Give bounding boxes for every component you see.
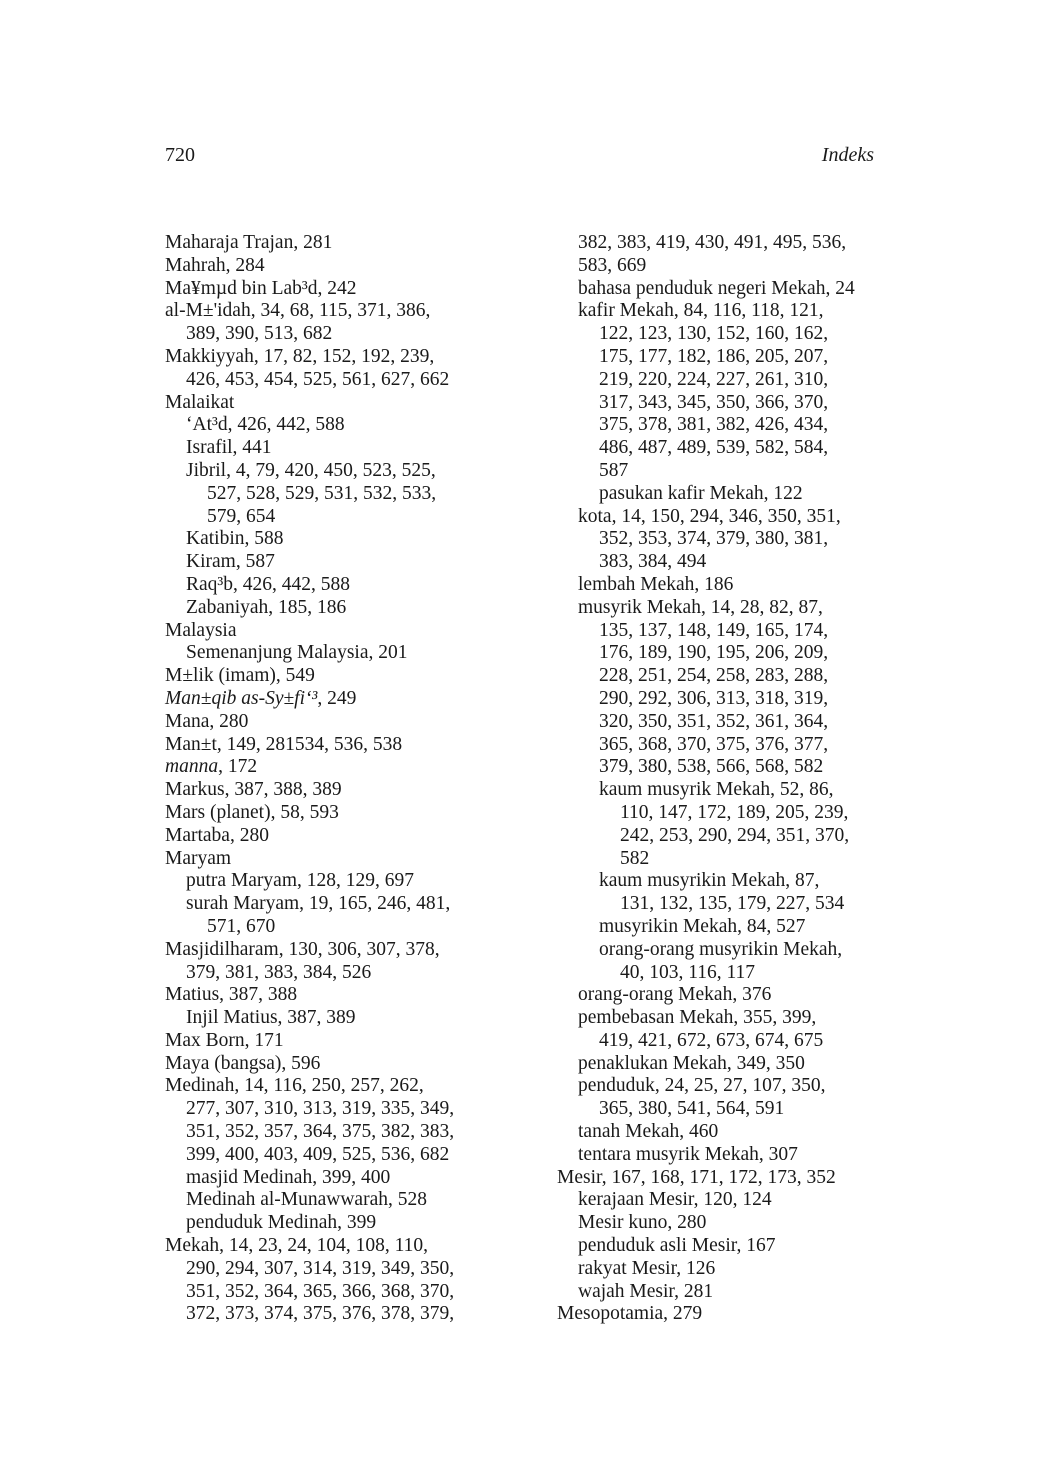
index-entry — [165, 1144, 525, 1167]
index-entry-text: Semenanjung Malaysia, 201 — [186, 642, 408, 664]
index-entry — [165, 392, 525, 415]
index-entry — [557, 1212, 917, 1235]
index-entry — [165, 1212, 525, 1235]
index-entry-text: penaklukan Mekah, 349, 350 — [578, 1052, 805, 1074]
index-entry-text: Jibril, 4, 79, 420, 450, 523, 525, — [186, 459, 436, 481]
index-entry — [557, 779, 917, 802]
index-entry — [165, 1053, 525, 1076]
index-entry-text: Ma¥mµd bin Lab³d, 242 — [165, 277, 357, 299]
index-entry — [165, 300, 525, 323]
index-entry-text: 579, 654 — [207, 505, 276, 527]
index-entry-text: Masjidilharam, 130, 306, 307, 378, — [165, 938, 440, 960]
index-entry — [557, 734, 917, 757]
index-entry-text: Malaysia — [165, 619, 237, 641]
index-entry — [557, 1144, 917, 1167]
index-entry-text: 228, 251, 254, 258, 283, 288, — [599, 665, 829, 687]
index-entry-text: Mesir kuno, 280 — [578, 1212, 707, 1234]
index-entry — [165, 1281, 525, 1304]
index-entry — [557, 1121, 917, 1144]
index-entry-text: Katibin, 588 — [186, 528, 284, 550]
index-entry-text: 583, 669 — [578, 254, 647, 276]
index-entry-text: 351, 352, 357, 364, 375, 382, 383, — [186, 1121, 455, 1143]
index-entry-text: Mahrah, 284 — [165, 254, 265, 276]
index-entry — [165, 825, 525, 848]
index-entry — [557, 574, 917, 597]
index-entry — [165, 848, 525, 871]
index-entry — [557, 825, 917, 848]
index-entry — [165, 665, 525, 688]
index-entry — [165, 278, 525, 301]
index-entry — [557, 414, 917, 437]
index-entry — [557, 323, 917, 346]
index-entry — [165, 1075, 525, 1098]
index-entry-text: Medinah, 14, 116, 250, 257, 262, — [165, 1075, 424, 1097]
index-entry-text: Maya (bangsa), 596 — [165, 1052, 321, 1074]
index-entry-text: Injil Matius, 387, 389 — [186, 1007, 356, 1029]
index-entry-text: manna — [165, 756, 219, 778]
index-entry — [557, 711, 917, 734]
index-entry — [557, 232, 917, 255]
index-entry — [557, 278, 917, 301]
index-entry-text: penduduk Medinah, 399 — [186, 1212, 377, 1234]
index-entry-text: Mesopotamia, 279 — [557, 1303, 703, 1325]
index-entry — [165, 962, 525, 985]
index-entry-text: kerajaan Mesir, 120, 124 — [578, 1189, 772, 1211]
index-entry — [557, 802, 917, 825]
index-entry — [165, 939, 525, 962]
index-entry-text: Mars (planet), 58, 593 — [165, 801, 339, 823]
index-entry-text: Man±qib as-Sy±fi‘³ — [165, 687, 318, 709]
index-entry-text: rakyat Mesir, 126 — [578, 1257, 716, 1279]
index-entry-text: 135, 137, 148, 149, 165, 174, — [599, 619, 829, 641]
index-entry — [165, 1007, 525, 1030]
index-entry — [165, 528, 525, 551]
index-entry — [557, 1258, 917, 1281]
index-entry-text: penduduk asli Mesir, 167 — [578, 1235, 776, 1257]
index-entry — [165, 1121, 525, 1144]
index-entry — [557, 984, 917, 1007]
index-entry-text: Maryam — [165, 847, 232, 869]
index-entry-text: al-M±'idah, 34, 68, 115, 371, 386, — [165, 300, 431, 322]
index-entry — [165, 620, 525, 643]
index-entry-text: 40, 103, 116, 117 — [620, 961, 756, 983]
index-entry — [165, 414, 525, 437]
index-entry-text: 290, 294, 307, 314, 319, 349, 350, — [186, 1257, 455, 1279]
index-entry — [557, 1053, 917, 1076]
index-entry — [165, 460, 525, 483]
index-entry-text: 277, 307, 310, 313, 319, 335, 349, — [186, 1098, 455, 1120]
index-entry-text: lembah Mekah, 186 — [578, 573, 734, 595]
index-entry — [165, 346, 525, 369]
index-entry-text: Raq³b, 426, 442, 588 — [186, 573, 351, 595]
index-entry-text: Israfil, 441 — [186, 437, 272, 459]
index-entry — [557, 483, 917, 506]
index-entry — [557, 437, 917, 460]
index-entry — [557, 1189, 917, 1212]
index-entry-text: Man±t, 149, 281534, 536, 538 — [165, 733, 403, 755]
index-entry-text: 122, 123, 130, 152, 160, 162, — [599, 323, 829, 345]
index-entry — [165, 506, 525, 529]
index-entry — [557, 939, 917, 962]
index-entry — [557, 1167, 917, 1190]
index-entry-text: 527, 528, 529, 531, 532, 533, — [207, 482, 437, 504]
index-entry-text: tentara musyrik Mekah, 307 — [578, 1143, 798, 1165]
index-entry — [557, 962, 917, 985]
index-column-left — [165, 232, 525, 1326]
index-entry-text: wajah Mesir, 281 — [578, 1280, 714, 1302]
index-entry — [557, 916, 917, 939]
index-entry-text: 352, 353, 374, 379, 380, 381, — [599, 528, 829, 550]
index-entry — [557, 1235, 917, 1258]
index-entry-text: 176, 189, 190, 195, 206, 209, — [599, 642, 829, 664]
index-entry — [557, 551, 917, 574]
index-entry-text: 571, 670 — [207, 915, 276, 937]
index-entry — [557, 392, 917, 415]
index-entry-text: 486, 487, 489, 539, 582, 584, — [599, 437, 829, 459]
index-entry-text: Martaba, 280 — [165, 824, 269, 846]
index-entry — [557, 597, 917, 620]
index-entry — [557, 300, 917, 323]
index-entry-text: ‘At³d, 426, 442, 588 — [186, 414, 345, 436]
index-entry — [557, 1303, 917, 1326]
index-entry — [557, 255, 917, 278]
index-column-right — [557, 232, 917, 1326]
index-entry-text: Medinah al-Munawwarah, 528 — [186, 1189, 427, 1211]
index-entry-text: 379, 380, 538, 566, 568, 582 — [599, 756, 824, 778]
index-entry — [165, 369, 525, 392]
index-entry — [165, 323, 525, 346]
index-entry-text: Mekah, 14, 23, 24, 104, 108, 110, — [165, 1235, 429, 1257]
index-entry — [165, 551, 525, 574]
index-entry-text: 242, 253, 290, 294, 351, 370, — [620, 824, 850, 846]
index-entry-text: Maharaja Trajan, 281 — [165, 232, 333, 253]
index-entry-text: 587 — [599, 459, 629, 481]
page-number: 720 — [165, 144, 195, 166]
index-entry — [165, 1030, 525, 1053]
index-entry-text: Zabaniyah, 185, 186 — [186, 596, 347, 618]
index-entry-text: 419, 421, 672, 673, 674, 675 — [599, 1029, 824, 1051]
index-entry — [557, 848, 917, 871]
index-entry-text: bahasa penduduk negeri Mekah, 24 — [578, 277, 855, 299]
index-entry-text: Makkiyyah, 17, 82, 152, 192, 239, — [165, 345, 435, 367]
running-head: Indeks — [821, 144, 874, 166]
index-entry — [165, 756, 525, 779]
index-entry-text: musyrik Mekah, 14, 28, 82, 87, — [578, 596, 823, 618]
index-entry — [557, 1030, 917, 1053]
index-entry-text: 351, 352, 364, 365, 366, 368, 370, — [186, 1280, 455, 1302]
index-entry-text: M±lik (imam), 549 — [165, 665, 315, 687]
index-entry — [557, 369, 917, 392]
index-entry-text: 365, 380, 541, 564, 591 — [599, 1098, 785, 1120]
index-entry — [557, 756, 917, 779]
index-entry — [165, 893, 525, 916]
index-entry-text: 320, 350, 351, 352, 361, 364, — [599, 710, 829, 732]
index-entry — [165, 802, 525, 825]
index-entry — [165, 1258, 525, 1281]
index-entry — [557, 665, 917, 688]
index-entry-text: 389, 390, 513, 682 — [186, 323, 333, 345]
index-entry-text: Max Born, 171 — [165, 1029, 284, 1051]
index-entry — [557, 688, 917, 711]
index-entry-text: Kiram, 587 — [186, 551, 275, 573]
index-entry — [165, 642, 525, 665]
index-entry-text: 426, 453, 454, 525, 561, 627, 662 — [186, 368, 450, 390]
index-entry — [165, 870, 525, 893]
index-entry-text: putra Maryam, 128, 129, 697 — [186, 870, 415, 892]
index-entry — [165, 711, 525, 734]
index-entry-text: kaum musyrikin Mekah, 87, — [599, 870, 820, 892]
index-entry-text: Mesir, 167, 168, 171, 172, 173, 352 — [557, 1166, 836, 1188]
index-entry — [165, 734, 525, 757]
index-entry-text: orang-orang Mekah, 376 — [578, 984, 772, 1006]
index-entry — [557, 870, 917, 893]
index-entry-text: 110, 147, 172, 189, 205, 239, — [620, 801, 849, 823]
index-entry-text: Malaikat — [165, 391, 235, 413]
index-entry — [557, 506, 917, 529]
index-entry — [165, 916, 525, 939]
index-entry — [165, 232, 525, 255]
index-entry-text: kafir Mekah, 84, 116, 118, 121, — [578, 300, 824, 322]
index-entry-text: 175, 177, 182, 186, 205, 207, — [599, 345, 829, 367]
index-entry — [557, 642, 917, 665]
index-entry — [165, 1235, 525, 1258]
index-entry-text: orang-orang musyrikin Mekah, — [599, 938, 843, 960]
index-entry-text: pasukan kafir Mekah, 122 — [599, 482, 803, 504]
index-entry-text: 383, 384, 494 — [599, 551, 707, 573]
index-entry-text: Mana, 280 — [165, 710, 249, 732]
index-entry — [165, 688, 525, 711]
index-entry — [557, 1098, 917, 1121]
index-entry-pages: , 172 — [218, 756, 258, 778]
index-entry-text: 290, 292, 306, 313, 318, 319, — [599, 687, 829, 709]
index-entry-pages: , 249 — [317, 687, 357, 709]
index-entry-text: 382, 383, 419, 430, 491, 495, 536, — [578, 232, 847, 253]
index-entry-text: 372, 373, 374, 375, 376, 378, 379, — [186, 1303, 455, 1325]
index-entry — [557, 1281, 917, 1304]
index-entry — [165, 437, 525, 460]
index-entry — [165, 574, 525, 597]
index-entry — [165, 1098, 525, 1121]
index-entry-text: penduduk, 24, 25, 27, 107, 350, — [578, 1075, 826, 1097]
index-entry-text: musyrikin Mekah, 84, 527 — [599, 915, 806, 937]
index-entry-text: masjid Medinah, 399, 400 — [186, 1166, 391, 1188]
index-entry — [165, 255, 525, 278]
index-entry — [165, 1303, 525, 1326]
index-entry-text: 399, 400, 403, 409, 525, 536, 682 — [186, 1143, 450, 1165]
index-entry-text: 219, 220, 224, 227, 261, 310, — [599, 368, 829, 390]
index-entry — [557, 1075, 917, 1098]
index-entry-text: 131, 132, 135, 179, 227, 534 — [620, 893, 845, 915]
index-entry-text: 375, 378, 381, 382, 426, 434, — [599, 414, 829, 436]
index-entry-text: pembebasan Mekah, 355, 399, — [578, 1007, 817, 1029]
index-entry — [557, 620, 917, 643]
index-entry — [165, 483, 525, 506]
index-entry — [557, 346, 917, 369]
index-entry-text: 379, 381, 383, 384, 526 — [186, 961, 372, 983]
index-entry-text: 317, 343, 345, 350, 366, 370, — [599, 391, 829, 413]
index-entry-text: kaum musyrik Mekah, 52, 86, — [599, 779, 834, 801]
index-entry-text: Matius, 387, 388 — [165, 984, 298, 1006]
index-entry-text: tanah Mekah, 460 — [578, 1121, 719, 1143]
index-entry — [165, 1189, 525, 1212]
index-entry — [557, 893, 917, 916]
index-entry — [557, 1007, 917, 1030]
index-entry-text: 582 — [620, 847, 650, 869]
index-entry — [557, 528, 917, 551]
index-entry-text: kota, 14, 150, 294, 346, 350, 351, — [578, 505, 841, 527]
index-entry-text: surah Maryam, 19, 165, 246, 481, — [186, 893, 451, 915]
index-entry — [165, 779, 525, 802]
index-entry — [165, 984, 525, 1007]
index-entry-text: Markus, 387, 388, 389 — [165, 779, 342, 801]
index-entry — [165, 1167, 525, 1190]
index-entry — [165, 597, 525, 620]
index-entry-text: 365, 368, 370, 375, 376, 377, — [599, 733, 829, 755]
index-entry — [557, 460, 917, 483]
